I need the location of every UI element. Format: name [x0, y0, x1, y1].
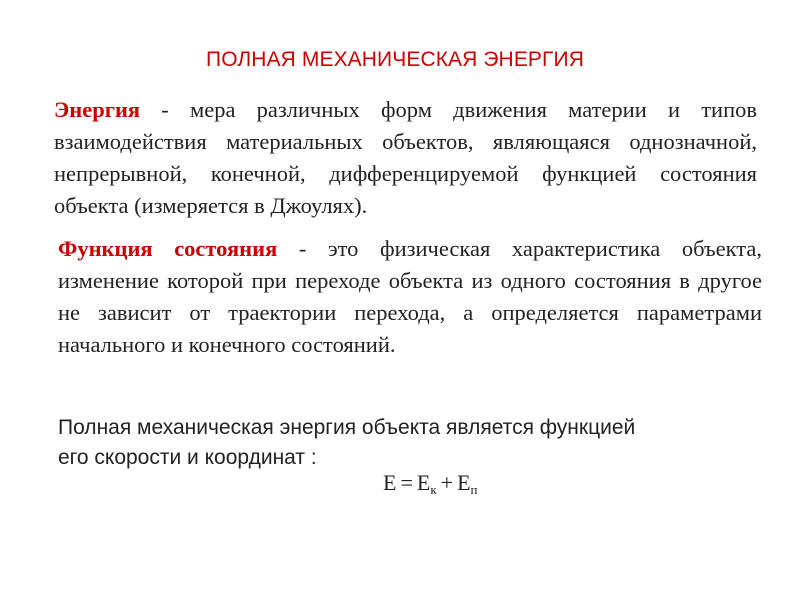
state-function-definition [58, 233, 762, 361]
state-function-term: Функция состояния [58, 236, 278, 261]
energy-definition-text: - мера различных форм движения материи и типов взаимодействия материальных объектов, являющаяся однозначной, непрерывной, конечной, дифференцируемой функцией состояния объекта (измеряется в Джоулях). [54, 97, 757, 218]
statement-line-2: его скорости и координат : [58, 446, 317, 469]
formula-potential: E [457, 470, 471, 495]
energy-definition [54, 94, 757, 222]
state-function-definition-text: - это физическая характеристика объекта, изменение которой при переходе объекта из одного состояния в другое не зависит от траектории перехода, а определяется параметрами начального и конечного состояний. [58, 236, 762, 357]
statement-line-1: Полная механическая энергия объекта является функцией [58, 416, 636, 439]
energy-term: Энергия [54, 97, 141, 122]
formula-lhs: E [383, 470, 397, 495]
formula-potential-subscript: п [470, 482, 478, 497]
formula-plus: + [440, 470, 454, 495]
formula-kinetic: E [416, 470, 431, 495]
formula-kinetic-subscript: к [430, 482, 437, 497]
total-energy-statement [58, 413, 758, 473]
energy-formula [383, 470, 478, 498]
slide-title: ПОЛНАЯ МЕХАНИЧЕСКАЯ ЭНЕРГИЯ [206, 48, 584, 71]
formula-equals: = [400, 470, 413, 495]
